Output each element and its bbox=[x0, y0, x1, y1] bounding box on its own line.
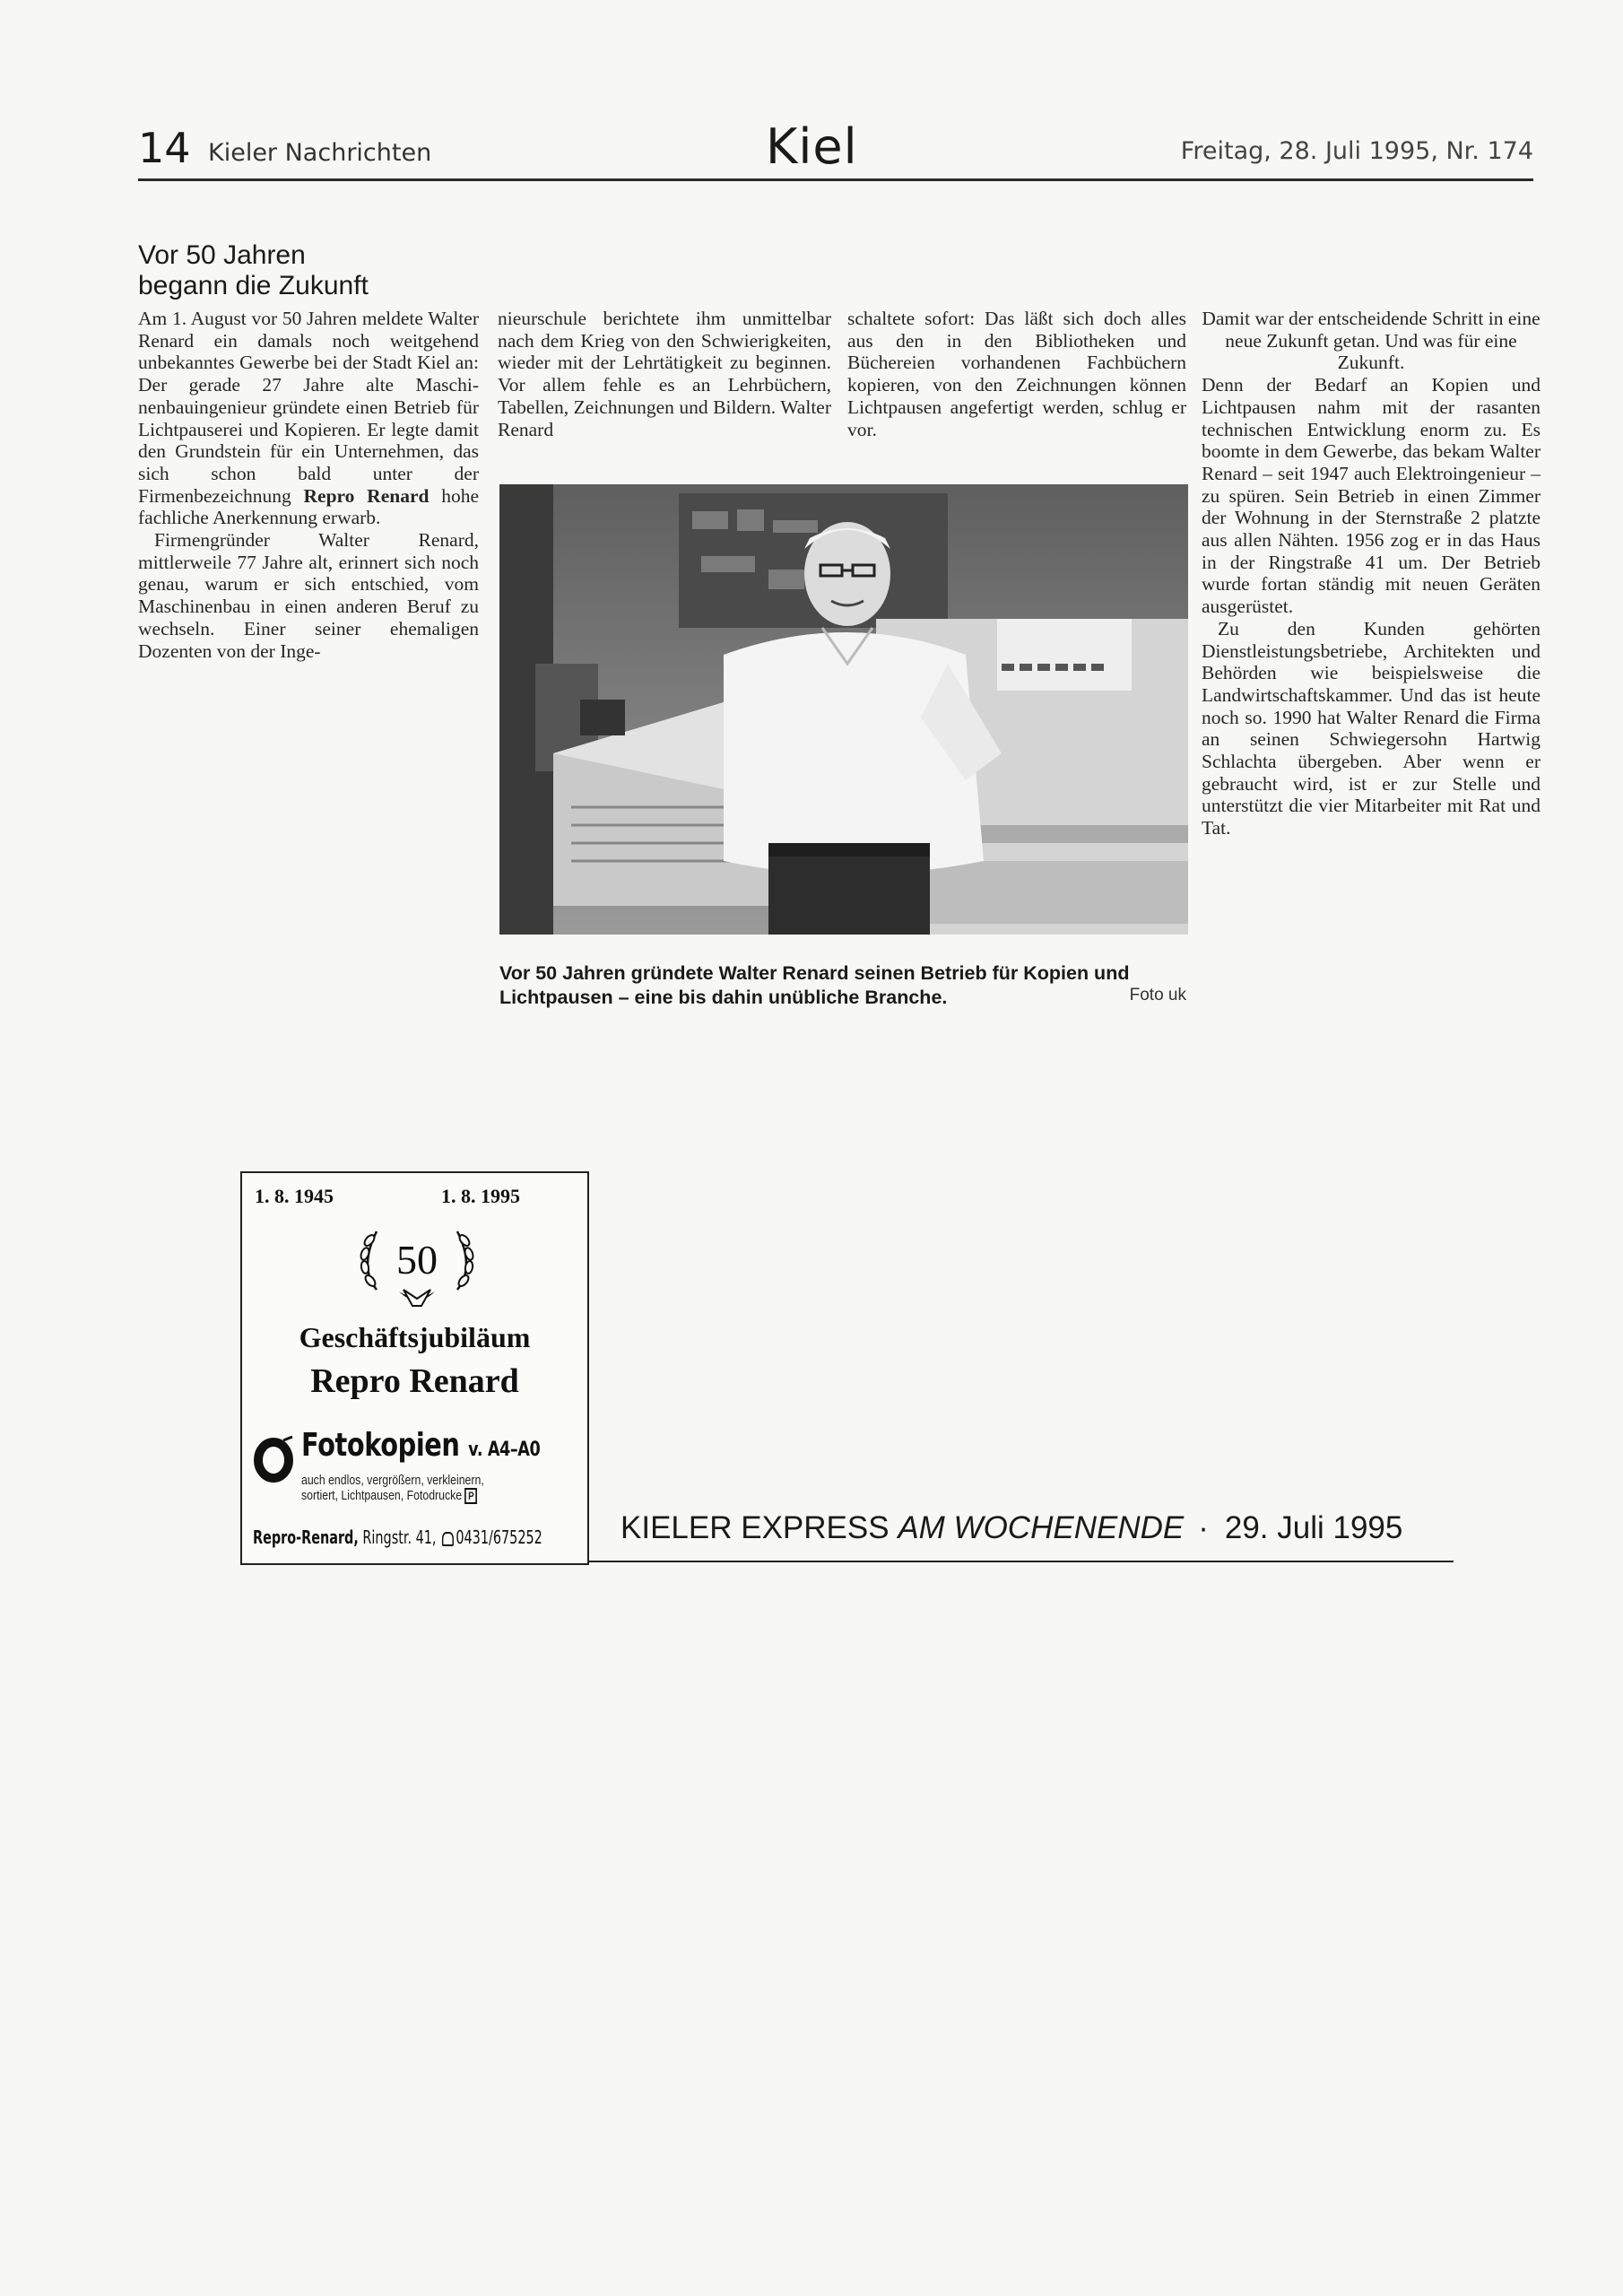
paragraph-3: nieurschule berichtete ihm unmittelbar nach dem Krieg von den Schwierigkeiten, wieder mit der Lehrtätigkeit zu beginnen. Vor allem fehle es an Lehrbüchern, Tabellen, Zeichnungen und Bildern. Walter Renard bbox=[498, 308, 831, 440]
anniversary-ad bbox=[240, 1171, 589, 1565]
publication-date: 29. Juli 1995 bbox=[1224, 1510, 1403, 1545]
article-headline bbox=[138, 240, 479, 301]
paragraph-4: schaltete sofort: Das läßt sich doch alles aus den in den Bibliotheken und Büchereien vorhandenen Fachbüchern kopieren, von den Zeichnungen können Lichtpausen angefertigt werden, schlug er vor. bbox=[847, 308, 1186, 440]
publication-name: KIELER EXPRESS bbox=[621, 1510, 890, 1545]
services-text: sortiert, Lichtpausen, Fotodrucke bbox=[301, 1488, 463, 1503]
laurel-wreath-icon bbox=[350, 1218, 484, 1308]
paragraph-text: hohe fachliche Anerkennung erwarb. bbox=[138, 484, 479, 529]
photo-caption bbox=[499, 961, 1188, 1010]
caption-text: Vor 50 Jahren gründete Walter Renard seinen Betrieb für Kopien und Lichtpausen – eine bis dahin unübliche Branche. bbox=[499, 962, 1130, 1008]
product-format: v. A4–A0 bbox=[468, 1439, 541, 1461]
ad-title-anniversary: Geschäftsjubiläum bbox=[299, 1321, 531, 1353]
ad-product bbox=[301, 1427, 540, 1464]
anniversary-number: 50 bbox=[396, 1237, 438, 1283]
publication-separator: · bbox=[1198, 1510, 1209, 1545]
photo-illustration bbox=[499, 484, 1188, 935]
company-name-bold: Repro Renard bbox=[303, 484, 430, 507]
photo-credit: Foto uk bbox=[1129, 986, 1186, 1004]
article-column-2 bbox=[498, 308, 831, 440]
ad-date-start: 1. 8. 1945 bbox=[255, 1185, 334, 1207]
services-line-1: auch endlos, vergrößern, verkleinern, bbox=[301, 1473, 484, 1488]
ad-date-end: 1. 8. 1995 bbox=[441, 1185, 520, 1207]
services-line-2 bbox=[301, 1488, 484, 1504]
ad-title-company: Repro Renard bbox=[310, 1362, 519, 1400]
ad-company: Repro-Renard, bbox=[253, 1526, 359, 1548]
ad-address bbox=[253, 1526, 542, 1548]
article-column-1 bbox=[138, 308, 479, 662]
article-column-4 bbox=[1202, 308, 1541, 839]
paragraph-1 bbox=[138, 308, 479, 529]
publication-rule bbox=[587, 1561, 1454, 1562]
issue-date: Freitag, 28. Juli 1995, Nr. 174 bbox=[1180, 137, 1533, 165]
paragraph-5: Damit war der entscheidende Schritt in eine neue Zukunft getan. Und was für eine Zukunft. bbox=[1202, 308, 1541, 374]
headline-line-2: begann die Zukunft bbox=[138, 271, 369, 300]
publication-line bbox=[621, 1510, 1402, 1546]
product-name: Fotokopien bbox=[301, 1427, 460, 1464]
ad-phone: 0431/675252 bbox=[456, 1526, 542, 1548]
ad-street: Ringstr. 41, bbox=[362, 1526, 437, 1548]
paragraph-6: Denn der Bedarf an Kopien und Lichtpausen nahm mit der rasanten technischen Entwicklung enorm zu. Es boomte in dem Gewerbe, das bekam Walter Renard – seit 1947 auch Elektroingenieur – zu spüren. Sein Betrieb in einen Zimmer der Wohnung in der Sternstraße 2 platzte aus allen Nähten. 1956 zog er in das Haus in der Ringstraße 41 um. Der Betrieb wurde fortan ständig mit neuen Geräten ausgerüstet. bbox=[1202, 374, 1541, 618]
publication-edition: AM WOCHENENDE bbox=[898, 1510, 1185, 1545]
paragraph-2: Firmengründer Walter Renard, mittlerweile 77 Jahre alt, erinnert sich noch genau, warum er sich entschied, vom Maschinenbau in einen anderen Beruf zu wechseln. Einer seiner ehemaligen Dozenten von der Inge- bbox=[138, 529, 479, 662]
article-photo bbox=[499, 484, 1188, 935]
paragraph-7: Zu den Kunden gehörten Dienstleistungsbetriebe, Architekten und Behörden wie beispielsweise die Landwirtschaftskammer. Und das ist heute noch so. 1990 hat Walter Renard die Firma an seinen Schwiegersohn Hartwig Schlachta übergeben. Aber wenn er gebraucht wird, ist er zur Stelle und unterstützt die vier Mitarbeiter mit Rat und Tat. bbox=[1202, 617, 1541, 839]
paragraph-text: Am 1. August vor 50 Jahren meldete Walter Renard ein damals noch weitgehend unbekanntes Gewerbe bei der Stadt Kiel an: Der gerade 27 Jahre alte Maschinenbauingenieur gründete einen Betrieb für Lichtpauserei und Kopieren. Er legte damit den Grundstein für ein Unternehmen, das sich schon bald unter der Firmenbezeichnung bbox=[138, 308, 479, 507]
section-title: Kiel bbox=[766, 118, 858, 175]
headline-line-1: Vor 50 Jahren bbox=[138, 240, 306, 270]
logo-circle-icon bbox=[253, 1435, 294, 1483]
article-column-3 bbox=[847, 308, 1186, 440]
header-rule bbox=[138, 178, 1533, 181]
ad-services bbox=[301, 1473, 484, 1504]
parking-icon: P bbox=[464, 1488, 477, 1504]
page-number: 14 bbox=[138, 124, 191, 172]
telephone-icon bbox=[442, 1532, 454, 1546]
page-header bbox=[138, 118, 1533, 179]
newspaper-name: Kieler Nachrichten bbox=[208, 139, 432, 167]
